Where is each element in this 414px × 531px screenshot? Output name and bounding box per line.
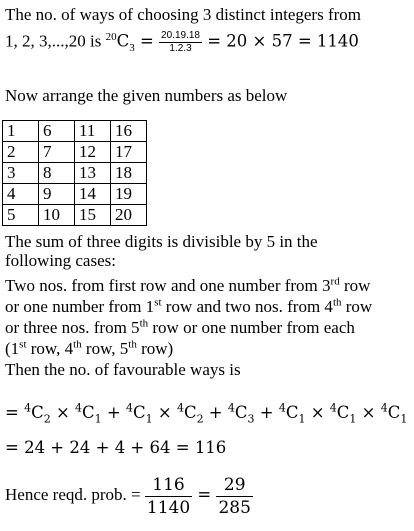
equals-sign: = — [134, 31, 160, 51]
intro-line-1: The no. of ways of choosing 3 distinct integers from — [5, 5, 361, 24]
ordinal-th: th — [139, 317, 149, 330]
grid-cell: 12 — [75, 142, 111, 163]
term-4-sub: 2 — [196, 412, 204, 426]
term-5-c: C — [234, 403, 248, 422]
para-line-5-end: row or one number from each — [148, 318, 355, 337]
ordinal-st: st — [154, 296, 162, 309]
term-8-sup: 4 — [380, 401, 388, 415]
times-sign: × — [50, 403, 76, 422]
term-2-sup: 4 — [75, 401, 83, 415]
number-grid — [2, 120, 147, 226]
grid-cell: 8 — [39, 163, 75, 184]
fraction-denominator: 285 — [218, 497, 251, 518]
equals-sign: = — [192, 485, 217, 504]
para-line-1: The sum of three digits is divisible by 5 in the — [5, 232, 318, 251]
term-6-c: C — [285, 403, 299, 422]
para-line-3-text: Two nos. from first row and one number from 3 — [5, 276, 331, 295]
grid-cell: 6 — [39, 121, 75, 142]
grid-cell: 18 — [111, 163, 147, 184]
term-1-c: C — [31, 403, 44, 422]
favourable-expression — [5, 401, 408, 426]
comb-superscript: 20 — [105, 30, 117, 43]
para-line-5 — [5, 318, 355, 338]
para-line-3 — [5, 276, 370, 296]
para-line-5-text: or three nos. from 5 — [5, 318, 140, 337]
grid-cell: 16 — [111, 121, 147, 142]
fraction-numerator: 29 — [223, 474, 246, 495]
term-4-c: C — [183, 403, 197, 422]
plus-sign: + — [254, 403, 279, 422]
fraction-denominator: 1.2.3 — [169, 43, 192, 54]
times-sign: × — [305, 403, 330, 422]
ordinal-rd: rd — [330, 275, 340, 288]
plus-sign: + — [101, 403, 126, 422]
arrange-line: Now arrange the given numbers as below — [5, 86, 288, 105]
term-7-sub: 1 — [349, 412, 357, 426]
para-line-4-mid: row and two nos. from 4 — [161, 297, 333, 316]
grid-cell: 11 — [75, 121, 111, 142]
term-3-sup: 4 — [125, 401, 133, 415]
grid-cell: 13 — [75, 163, 111, 184]
grid-cell: 15 — [75, 205, 111, 226]
sum-expression: = 24 + 24 + 4 + 64 = 116 — [5, 438, 227, 457]
fraction-20-19-18 — [159, 30, 202, 55]
grid-row — [3, 205, 147, 226]
grid-cell: 7 — [39, 142, 75, 163]
term-1-sub: 2 — [43, 412, 51, 426]
ordinal-th: th — [332, 296, 342, 309]
term-6-sub: 1 — [298, 412, 306, 426]
intro-line-2 — [5, 30, 359, 55]
para-line-4 — [5, 297, 372, 317]
grid-row — [3, 142, 147, 163]
fraction-29-285 — [216, 474, 252, 519]
grid-row — [3, 163, 147, 184]
grid-cell: 1 — [3, 121, 39, 142]
term-1-sup: 4 — [24, 401, 32, 415]
comb-c: C — [116, 31, 130, 51]
term-4-sup: 4 — [176, 401, 184, 415]
para-line-7: Then the no. of favourable ways is — [5, 360, 241, 379]
times-sign: × — [356, 403, 381, 422]
fraction-denominator: 1140 — [146, 497, 191, 518]
term-8-sub: 1 — [400, 412, 408, 426]
grid-row — [3, 184, 147, 205]
fraction-numerator: 20.19.18 — [161, 30, 200, 41]
result-1140: = 20 × 57 = 1140 — [201, 31, 359, 51]
para-line-4-end: row — [341, 297, 373, 316]
grid-cell: 20 — [111, 205, 147, 226]
grid-cell: 14 — [75, 184, 111, 205]
fraction-116-1140 — [145, 474, 192, 519]
term-2-sub: 1 — [94, 412, 102, 426]
term-5-sup: 4 — [227, 401, 235, 415]
grid-cell: 3 — [3, 163, 39, 184]
term-3-c: C — [132, 403, 146, 422]
grid-cell: 10 — [39, 205, 75, 226]
para-line-6 — [5, 339, 173, 359]
para-line-2: following cases: — [5, 251, 116, 270]
grid-cell: 2 — [3, 142, 39, 163]
grid-cell: 5 — [3, 205, 39, 226]
grid-cell: 17 — [111, 142, 147, 163]
term-3-sub: 1 — [145, 412, 153, 426]
para-line-6-mid-1: row, 4 — [26, 339, 74, 358]
grid-cell: 19 — [111, 184, 147, 205]
para-line-6-mid-2: row, 5 — [81, 339, 129, 358]
ordinal-st: st — [19, 338, 27, 351]
comb-subscript: 3 — [129, 41, 135, 54]
probability-line — [5, 472, 253, 519]
ordinal-th: th — [73, 338, 82, 351]
ordinal-th: th — [128, 338, 137, 351]
grid-cell: 9 — [39, 184, 75, 205]
grid-cell: 4 — [3, 184, 39, 205]
fraction-numerator: 116 — [152, 474, 185, 495]
probability-label: Hence reqd. prob. = — [5, 485, 145, 504]
term-2-c: C — [82, 403, 95, 422]
plus-sign: + — [203, 403, 228, 422]
term-7-sup: 4 — [329, 401, 337, 415]
grid-row — [3, 121, 147, 142]
term-7-c: C — [336, 403, 350, 422]
eq-sign: = — [5, 403, 25, 422]
term-6-sup: 4 — [278, 401, 286, 415]
para-line-4-text: or one number from 1 — [5, 297, 155, 316]
para-line-6-text: (1 — [5, 339, 20, 358]
intro-line-2-text: 1, 2, 3,...,20 is — [5, 31, 106, 51]
para-line-3-end: row — [339, 276, 371, 295]
times-sign: × — [152, 403, 177, 422]
term-5-sub: 3 — [247, 412, 255, 426]
term-8-c: C — [387, 403, 401, 422]
para-line-6-end: row) — [136, 339, 174, 358]
